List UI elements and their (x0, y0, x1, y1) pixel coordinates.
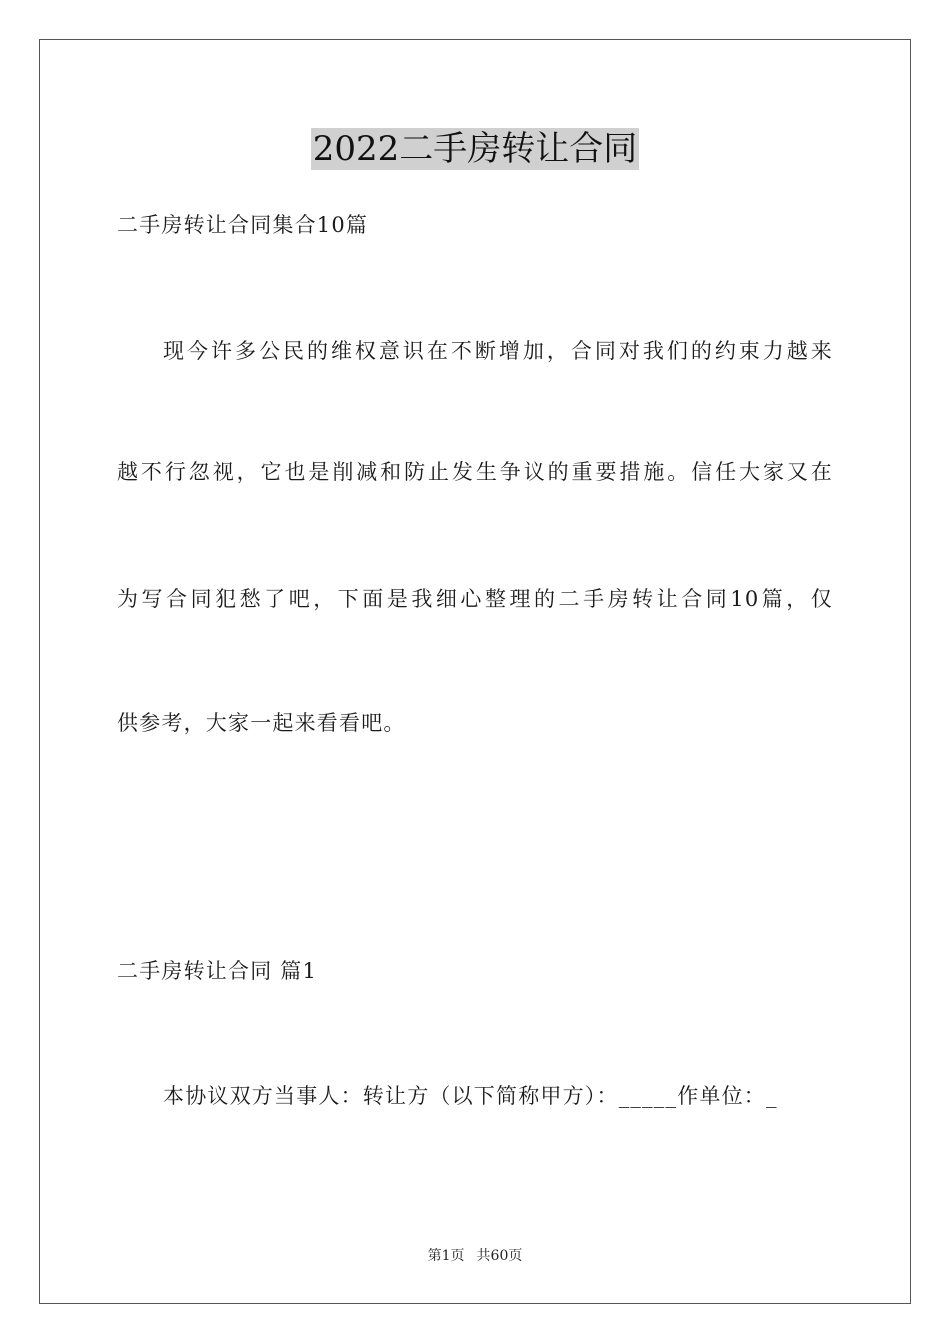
document-title: 2022二手房转让合同 (312, 129, 638, 169)
intro-line-1: 现今许多公民的维权意识在不断增加，合同对我们的约束力越来 (163, 339, 833, 363)
page-footer (0, 1247, 950, 1265)
title-container (0, 128, 950, 170)
intro-line-2: 越不行忽视，它也是削减和防止发生争议的重要措施。信任大家又在 (117, 460, 833, 484)
page-number-total: 共60页 (476, 1248, 523, 1264)
page-number-current: 第1页 (427, 1248, 465, 1264)
intro-line-4: 供参考，大家一起来看看吧。 (117, 711, 406, 735)
section-heading: 二手房转让合同 篇1 (117, 959, 318, 983)
document-subtitle: 二手房转让合同集合10篇 (117, 213, 369, 237)
intro-line-3: 为写合同犯愁了吧，下面是我细心整理的二手房转让合同10篇，仅 (117, 587, 833, 611)
section-first-line: 本协议双方当事人：转让方（以下简称甲方）：_____作单位：_ (163, 1084, 778, 1108)
